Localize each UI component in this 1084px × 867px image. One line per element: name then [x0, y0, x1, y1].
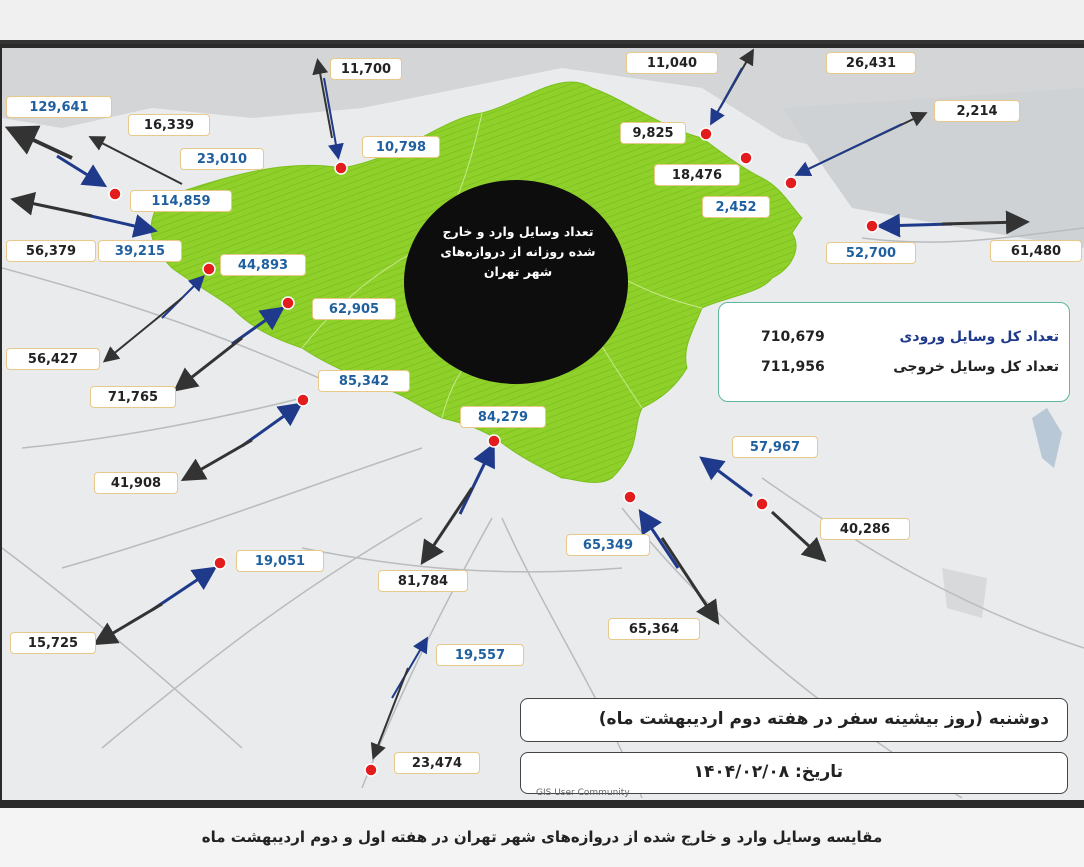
gate-dot — [700, 128, 712, 140]
map-label: 2,452 — [702, 196, 770, 218]
exit-total-value: 711,956 — [761, 359, 825, 375]
gate-dot — [624, 491, 636, 503]
exit-total-label: تعداد کل وسایل خروجی — [893, 359, 1059, 375]
gate-dot — [756, 498, 768, 510]
center-title-line: شهر تهران — [483, 264, 553, 279]
arrow-exit — [186, 440, 252, 478]
map-label: 9,825 — [620, 122, 686, 144]
top-band — [0, 0, 1084, 44]
gate-dot — [214, 557, 226, 569]
gate-dot — [866, 220, 878, 232]
center-title-line: شده روزانه از دروازه‌های — [440, 244, 596, 259]
map-label: 39,215 — [98, 240, 182, 262]
entry-total-row — [719, 325, 1069, 353]
map-label: 23,474 — [394, 752, 480, 774]
map-label: 41,908 — [94, 472, 178, 494]
map-label: 57,967 — [732, 436, 818, 458]
caption-band — [0, 808, 1084, 867]
arrow-exit — [16, 200, 92, 216]
bottom-caption: مقایسه وسایل وارد و خارج شده از دروازه‌های شهر تهران در هفته اول و دوم اردیبهشت ماه — [201, 828, 883, 846]
map-label: 26,431 — [826, 52, 916, 74]
arrow-exit — [942, 222, 1024, 224]
map-label: 71,765 — [90, 386, 176, 408]
map-label: 85,342 — [318, 370, 410, 392]
map-label: 19,557 — [436, 644, 524, 666]
map-label: 44,893 — [220, 254, 306, 276]
arrow-entry — [392, 640, 426, 698]
map-label: 61,480 — [990, 240, 1082, 262]
gate-dot — [297, 394, 309, 406]
gate-dot — [785, 177, 797, 189]
entry-total-label: تعداد کل وسایل ورودی — [899, 329, 1059, 345]
arrow-exit — [662, 538, 716, 620]
map-label: 23,010 — [180, 148, 264, 170]
arrow-exit — [12, 130, 72, 158]
arrow-exit — [98, 604, 162, 642]
map-label: 52,700 — [826, 242, 916, 264]
arrow-exit — [106, 298, 182, 360]
gate-dot — [109, 188, 121, 200]
map-label: 2,214 — [934, 100, 1020, 122]
gate-dot — [203, 263, 215, 275]
map-label: 40,286 — [820, 518, 910, 540]
gate-dot — [740, 152, 752, 164]
arrow-entry — [82, 214, 152, 230]
map-label: 11,040 — [626, 52, 718, 74]
arrow-entry — [704, 460, 752, 496]
tehran-gates-map — [2, 48, 1084, 800]
map-label: 81,784 — [378, 570, 468, 592]
totals-panel — [718, 302, 1070, 402]
day-box — [520, 698, 1068, 742]
center-title-line: تعداد وسایل وارد و خارج — [442, 224, 594, 239]
map-label: 18,476 — [654, 164, 740, 186]
map-label: 65,364 — [608, 618, 700, 640]
arrow-entry — [57, 156, 102, 184]
map-label: 15,725 — [10, 632, 96, 654]
arrow-exit — [772, 512, 822, 558]
gate-dot — [488, 435, 500, 447]
map-label: 19,051 — [236, 550, 324, 572]
center-title — [407, 222, 629, 282]
gis-credit: GIS User Community — [536, 788, 630, 798]
center-ellipse — [404, 180, 628, 384]
map-label: 16,339 — [128, 114, 210, 136]
map-label: 65,349 — [566, 534, 650, 556]
entry-total-value: 710,679 — [761, 329, 825, 345]
exit-total-row — [719, 355, 1069, 383]
arrow-entry — [882, 224, 952, 226]
arrow-exit — [424, 488, 472, 560]
lake-shape — [1032, 408, 1062, 468]
gate-dot — [282, 297, 294, 309]
map-label: 114,859 — [130, 190, 232, 212]
gate-dot — [365, 764, 377, 776]
map-label: 56,379 — [6, 240, 96, 262]
valley-shape — [942, 568, 987, 618]
map-label: 56,427 — [6, 348, 100, 370]
day-label: دوشنبه (روز بیشینه سفر در هفته دوم اردیبهشت ماه) — [598, 709, 1049, 729]
map-label: 129,641 — [6, 96, 112, 118]
map-label: 11,700 — [330, 58, 402, 80]
map-label: 10,798 — [362, 136, 440, 158]
date-label: تاریخ: ۱۴۰۴/۰۲/۰۸ — [693, 762, 843, 782]
gate-dot — [335, 162, 347, 174]
arrow-entry — [460, 448, 492, 514]
map-label: 84,279 — [460, 406, 546, 428]
arrow-exit — [92, 138, 182, 184]
arrow-exit — [178, 338, 242, 388]
arrow-exit — [374, 668, 408, 756]
map-label: 62,905 — [312, 298, 396, 320]
